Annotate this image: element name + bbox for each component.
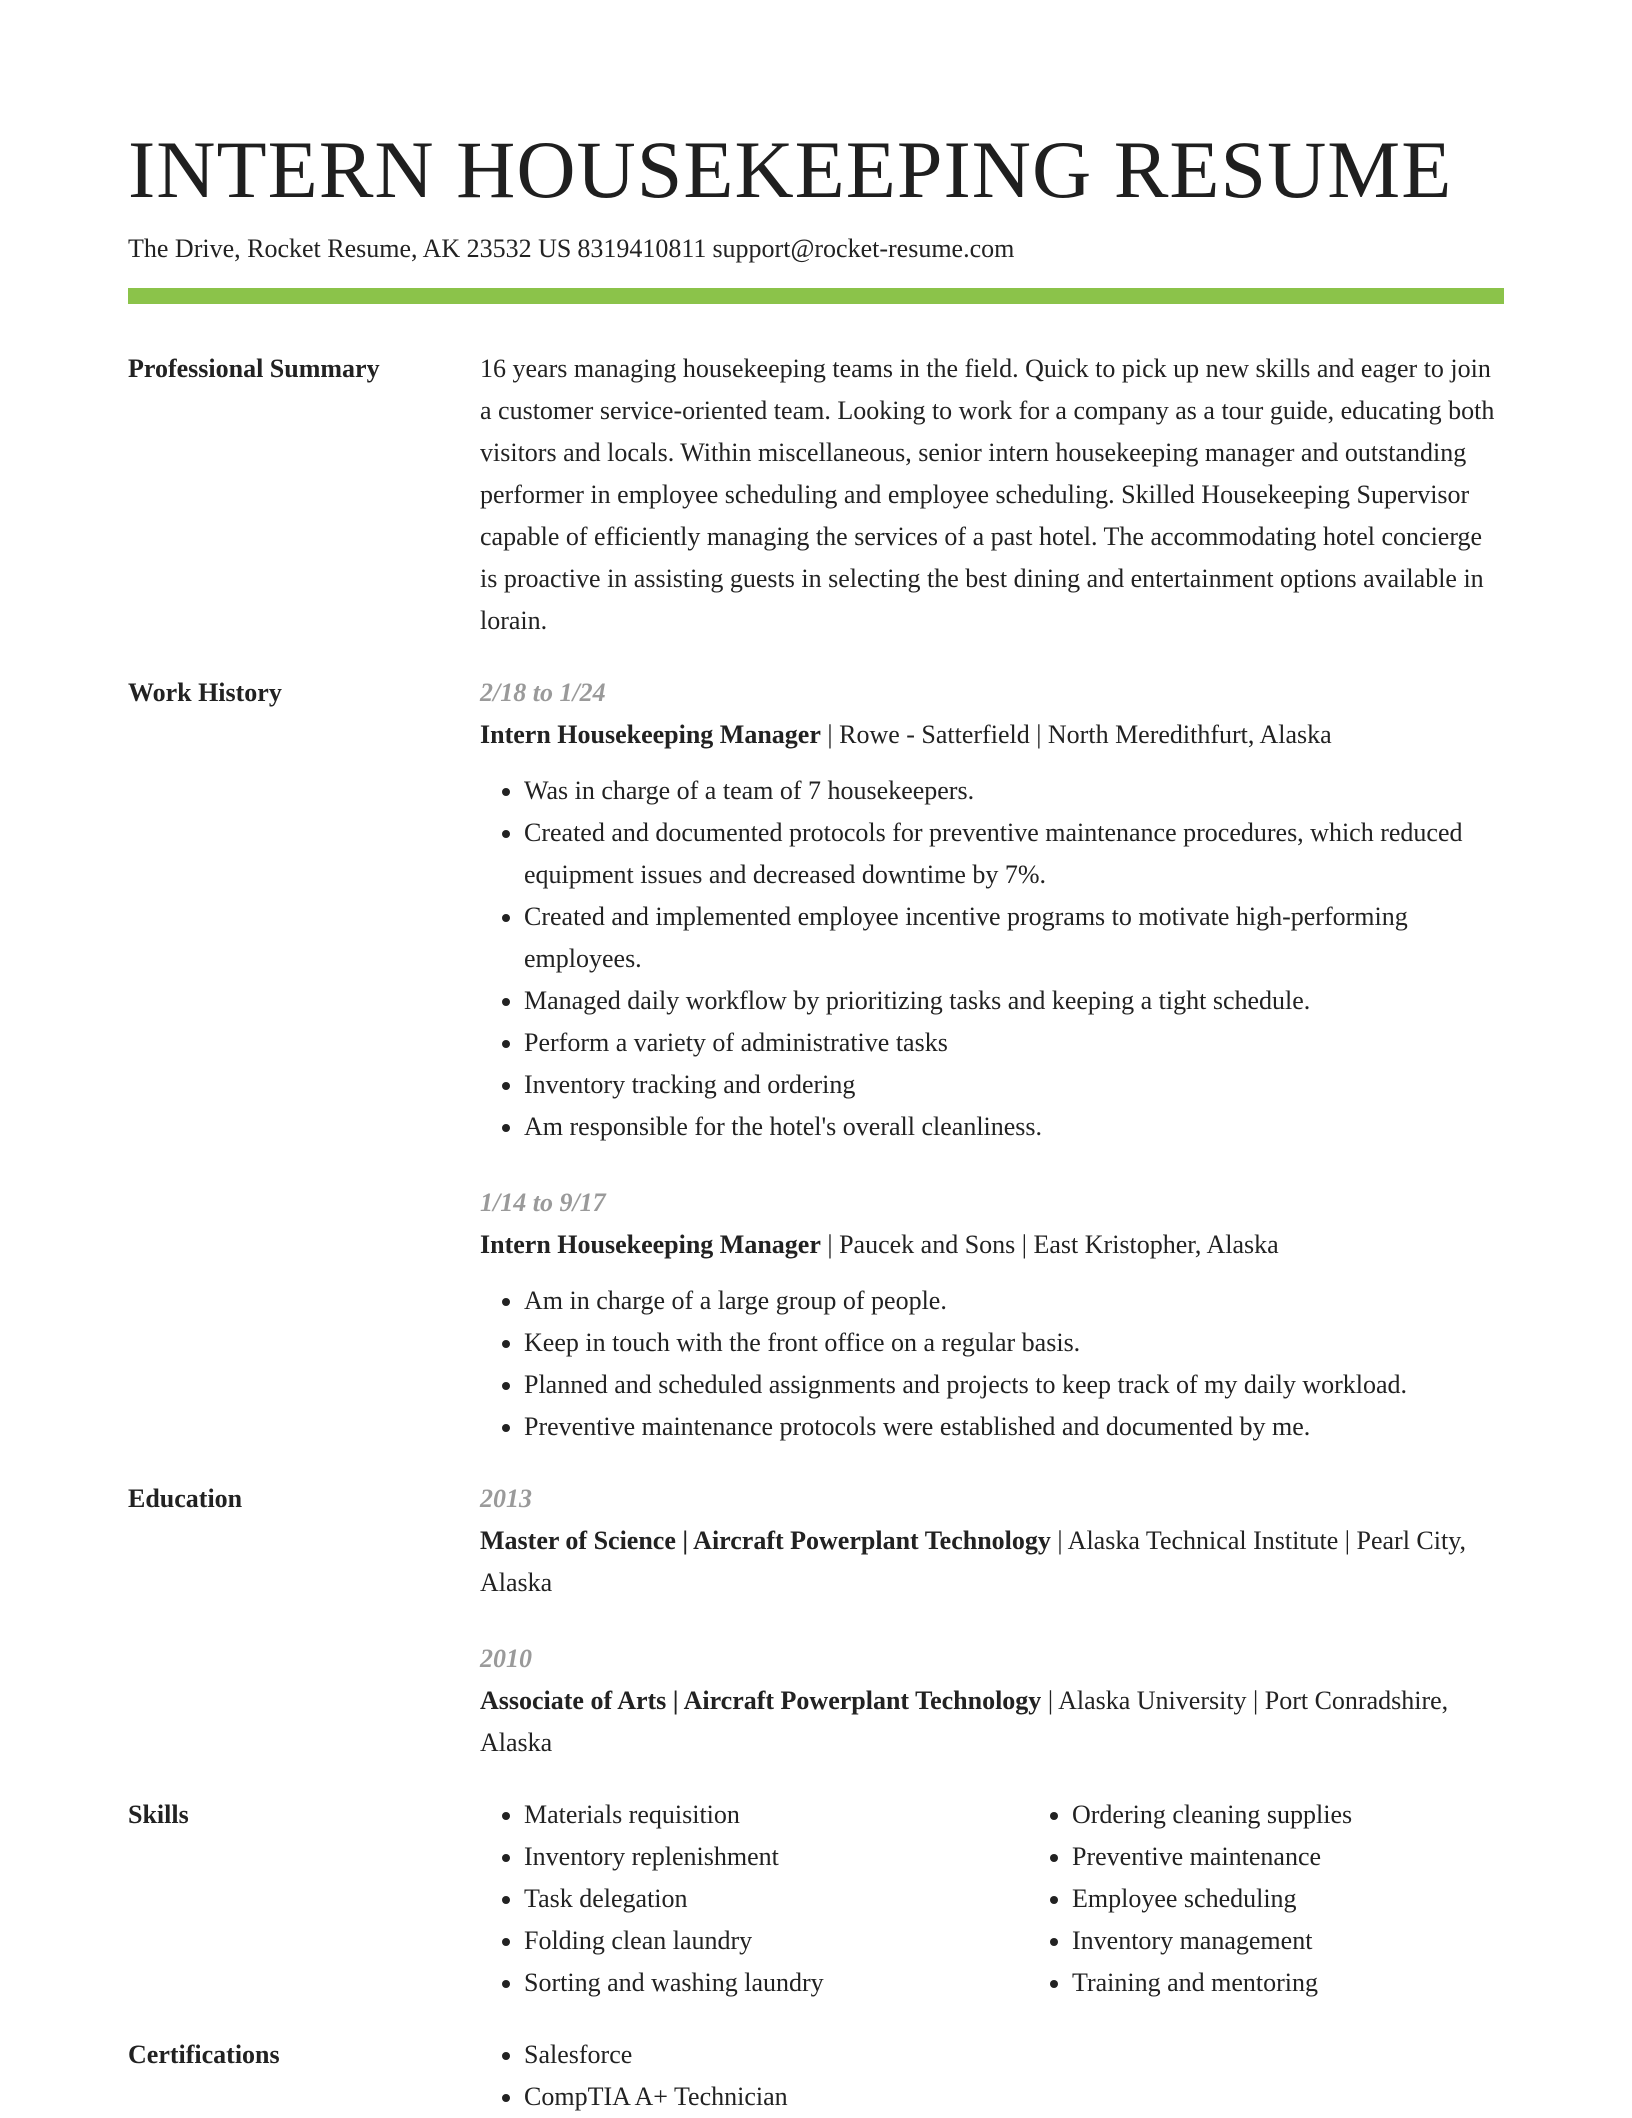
list-item: • Salesforce (524, 2034, 1504, 2076)
skills-list-right (1028, 1794, 1532, 2004)
list-item: • Was in charge of a team of 7 housekeepers. (524, 770, 1504, 812)
job-role-line (480, 714, 1504, 756)
list-item: • Preventive maintenance protocols were established and documented by me. (524, 1406, 1504, 1448)
contact-email: support@rocket-resume.com (712, 234, 1015, 263)
list-item: • Sorting and washing laundry (524, 1962, 984, 2004)
education-entry (480, 1478, 1504, 1604)
work-section (128, 672, 1504, 1448)
skills-label: Skills (128, 1800, 189, 1829)
summary-section (128, 348, 1504, 642)
list-item: • Created and implemented employee incentive programs to motivate high-performing employees. (524, 896, 1504, 980)
contact-phone: 8319410811 (577, 234, 707, 263)
certifications-list (480, 2034, 1504, 2118)
list-item: • Ordering cleaning supplies (1072, 1794, 1532, 1836)
job-role-line (480, 1224, 1504, 1266)
header-divider (128, 288, 1504, 304)
list-item: • Perform a variety of administrative tasks (524, 1022, 1504, 1064)
education-degree-line (480, 1680, 1504, 1764)
list-item: • Employee scheduling (1072, 1878, 1532, 1920)
job-title: Intern Housekeeping Manager (480, 720, 821, 749)
list-item: • Inventory management (1072, 1920, 1532, 1962)
list-item: • Created and documented protocols for preventive maintenance procedures, which reduced equipment issues and decreased downtime by 7%. (524, 812, 1504, 896)
resume-title: INTERN HOUSEKEEPING RESUME (128, 124, 1453, 215)
education-degree-line (480, 1520, 1504, 1604)
list-item: • Preventive maintenance (1072, 1836, 1532, 1878)
job-title: Intern Housekeeping Manager (480, 1230, 821, 1259)
job-bullets (480, 1280, 1504, 1448)
list-item: • Inventory replenishment (524, 1836, 984, 1878)
skills-list-left (480, 1794, 984, 2004)
list-item: • Am in charge of a large group of people. (524, 1280, 1504, 1322)
education-body (480, 1478, 1504, 1764)
list-item: • Managed daily workflow by prioritizing tasks and keeping a tight schedule. (524, 980, 1504, 1022)
job-dates: 2/18 to 1/24 (480, 678, 606, 707)
summary-body (480, 348, 1504, 642)
education-year: 2010 (480, 1644, 532, 1673)
list-item: • Planned and scheduled assignments and projects to keep track of my daily workload. (524, 1364, 1504, 1406)
job-dates: 1/14 to 9/17 (480, 1188, 606, 1217)
list-item: • Keep in touch with the front office on a regular basis. (524, 1322, 1504, 1364)
contact-line (128, 232, 1504, 266)
job-entry (480, 1182, 1504, 1448)
list-item: • Am responsible for the hotel's overall cleanliness. (524, 1106, 1504, 1148)
summary-text: 16 years managing housekeeping teams in the field. Quick to pick up new skills and eager to join a customer service-oriented team. Looking to work for a company as a tour guide, educating both visitors and locals. Within miscellaneous, senior intern housekeeping manager and outstanding performer in employee scheduling and employee scheduling. Skilled Housekeeping Supervisor capable of efficiently managing the services of a past hotel. The accommodating hotel concierge is proactive in assisting guests in selecting the best dining and entertainment options available in lorain. (480, 354, 1495, 635)
certifications-label: Certifications (128, 2040, 280, 2069)
summary-label: Professional Summary (128, 354, 380, 383)
certifications-section (128, 2034, 1504, 2118)
job-details: | Rowe - Satterfield | North Meredithfurt, Alaska (820, 720, 1332, 749)
list-item: • Inventory tracking and ordering (524, 1064, 1504, 1106)
list-item: • Materials requisition (524, 1794, 984, 1836)
education-year: 2013 (480, 1484, 532, 1513)
job-details: | Paucek and Sons | East Kristopher, Alaska (820, 1230, 1279, 1259)
education-entry (480, 1638, 1504, 1764)
list-item: • CompTIA A+ Technician (524, 2076, 1504, 2118)
job-entry (480, 672, 1504, 1148)
education-details: | Alaska University | Port Conradshire, Alaska (480, 1686, 1449, 1757)
contact-address: The Drive, Rocket Resume, AK 23532 US (128, 234, 572, 263)
list-item: • Folding clean laundry (524, 1920, 984, 1962)
education-section (128, 1478, 1504, 1764)
education-degree: Associate of Arts | Aircraft Powerplant Technology (480, 1686, 1042, 1715)
work-body (480, 672, 1504, 1448)
skills-body (480, 1794, 1532, 2004)
list-item: • Task delegation (524, 1878, 984, 1920)
education-label: Education (128, 1484, 243, 1513)
job-bullets (480, 770, 1504, 1148)
education-degree: Master of Science | Aircraft Powerplant Technology (480, 1526, 1051, 1555)
skills-section (128, 1794, 1504, 2004)
resume-page (128, 120, 1504, 2118)
certifications-body (480, 2034, 1504, 2118)
education-details: | Alaska Technical Institute | Pearl City, Alaska (480, 1526, 1467, 1597)
list-item: • Training and mentoring (1072, 1962, 1532, 2004)
work-label: Work History (128, 678, 282, 707)
